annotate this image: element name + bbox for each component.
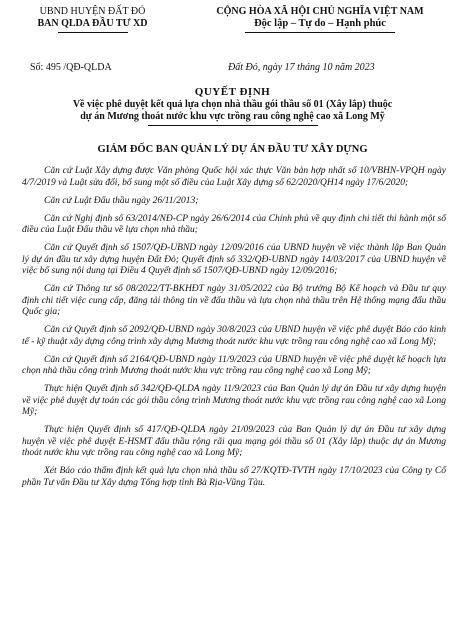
issuing-agency — [0, 6, 185, 33]
nation-line-2: Độc lập – Tự do – Hạnh phúc — [254, 18, 386, 29]
paragraph: Căn cứ Quyết định số 2092/QĐ-UBND ngày 30/8/2023 của UBND huyện về việc phê duyệt Báo cáo kinh tế - kỹ thuật xây dựng công trình xây dựng Mương thoát nước khu vực trồng rau công nghệ cao xã Long Mỹ; — [22, 325, 446, 347]
decision-subject-line-2: dự án Mương thoát nước khu vực trồng rau công nghệ cao xã Long Mỹ — [80, 111, 385, 122]
issuing-authority: GIÁM ĐỐC BAN QUẢN LÝ DỰ ÁN ĐẦU TƯ XÂY DỰNG — [97, 144, 368, 155]
nation-line-1: CỘNG HÒA XÃ HỘI CHỦ NGHĨA VIỆT NAM — [216, 6, 424, 17]
document-body — [22, 166, 446, 496]
national-motto — [175, 6, 465, 33]
paragraph: Căn cứ Quyết định số 1507/QĐ-UBND ngày 12/09/2016 của UBND huyện về việc thành lập Ban Quản lý dự án đầu tư xây dựng huyện Đất Đỏ; Quyết định số 332/QĐ-UBND ngày 14/03/2017 của UBND huyện về việc bổ sung nội dung tại Điều 4 Quyết định số 1507/QĐ-UBND ngày 12/09/2016; — [22, 243, 446, 276]
paragraph: Thực hiện Quyết định số 342/QĐ-QLDA ngày 11/9/2023 của Ban Quản lý dự án Đầu tư xây dựng huyện về việc phê duyệt dự toán các gói thầu công trình Mương thoát nước khu vực trồng rau công nghệ cao xã Long Mỹ; — [22, 384, 446, 417]
paragraph: Căn cứ Quyết định số 2164/QĐ-UBND ngày 11/9/2023 của UBND huyện về việc phê duyệt kế hoạch lựa chọn nhà thầu công trình Mương thoát nước khu vực trồng rau công nghệ cao xã Long Mỹ; — [22, 354, 446, 376]
paragraph: Căn cứ Nghị định số 63/2014/NĐ-CP ngày 26/6/2014 của Chính phủ về quy định chi tiết thi hành một số điều của Luật Đấu thầu về lựa chọn nhà thầu; — [22, 213, 446, 235]
motto-underline — [245, 32, 395, 33]
decision-title: QUYẾT ĐỊNH — [194, 86, 271, 98]
paragraph: Căn cứ Luật Đấu thầu ngày 26/11/2013; — [44, 195, 199, 206]
paragraph: Căn cứ Thông tư số 08/2022/TT-BKHĐT ngày 31/05/2022 của Bộ trưởng Bộ Kế hoạch và Đầu tư quy định chi tiết việc cung cấp, đăng tải thông tin về đấu thầu và lựa chọn nhà thầu trên Hệ thống mạng đấu thầu Quốc gia; — [22, 284, 446, 317]
paragraph: Căn cứ Luật Xây dựng được Văn phòng Quốc hội xác thực Văn bản hợp nhất số 10/VBHN-VPQH ngày 4/7/2019 và Luật sửa đổi, bổ sung một số điều của Luật Xây dựng số 62/2020/QH14 ngày 17/6/2020; — [22, 166, 446, 188]
decision-underline — [148, 125, 318, 126]
paragraph: Xét Báo cáo thẩm định kết quả lựa chọn nhà thầu số 27/KQTĐ-TVTH ngày 17/10/2023 của Công ty Cổ phần Tư vấn Đầu tư Xây dựng Tổng hợp tỉnh Bà Rịa-Vũng Tàu. — [22, 466, 446, 488]
paragraph: Thực hiện Quyết định số 417/QĐ-QLDA ngày 21/09/2023 của Ban Quản lý dự án Đầu tư xây dựng huyện về việc phê duyệt E-HSMT đấu thầu rộng rãi qua mạng gói thầu số 01 (Xây lắp) thuộc dự án Mương thoát nước khu vực trồng rau công nghệ cao xã Long Mỹ; — [22, 425, 446, 458]
document-header — [0, 6, 465, 76]
agency-underline — [58, 32, 128, 33]
agency-line-1: UBND HUYỆN ĐẤT ĐỎ — [39, 6, 146, 17]
document-date: Đất Đỏ, ngày 17 tháng 10 năm 2023 — [228, 62, 375, 73]
decision-heading — [0, 86, 465, 126]
agency-line-2: BAN QLDA ĐẦU TƯ XD — [37, 18, 148, 29]
document-number: Số: 495 /QĐ-QLDA — [30, 62, 112, 73]
decision-subject-line-1: Về việc phê duyệt kết quả lựa chọn nhà thầu gói thầu số 01 (Xây lắp) thuộc — [72, 99, 393, 110]
